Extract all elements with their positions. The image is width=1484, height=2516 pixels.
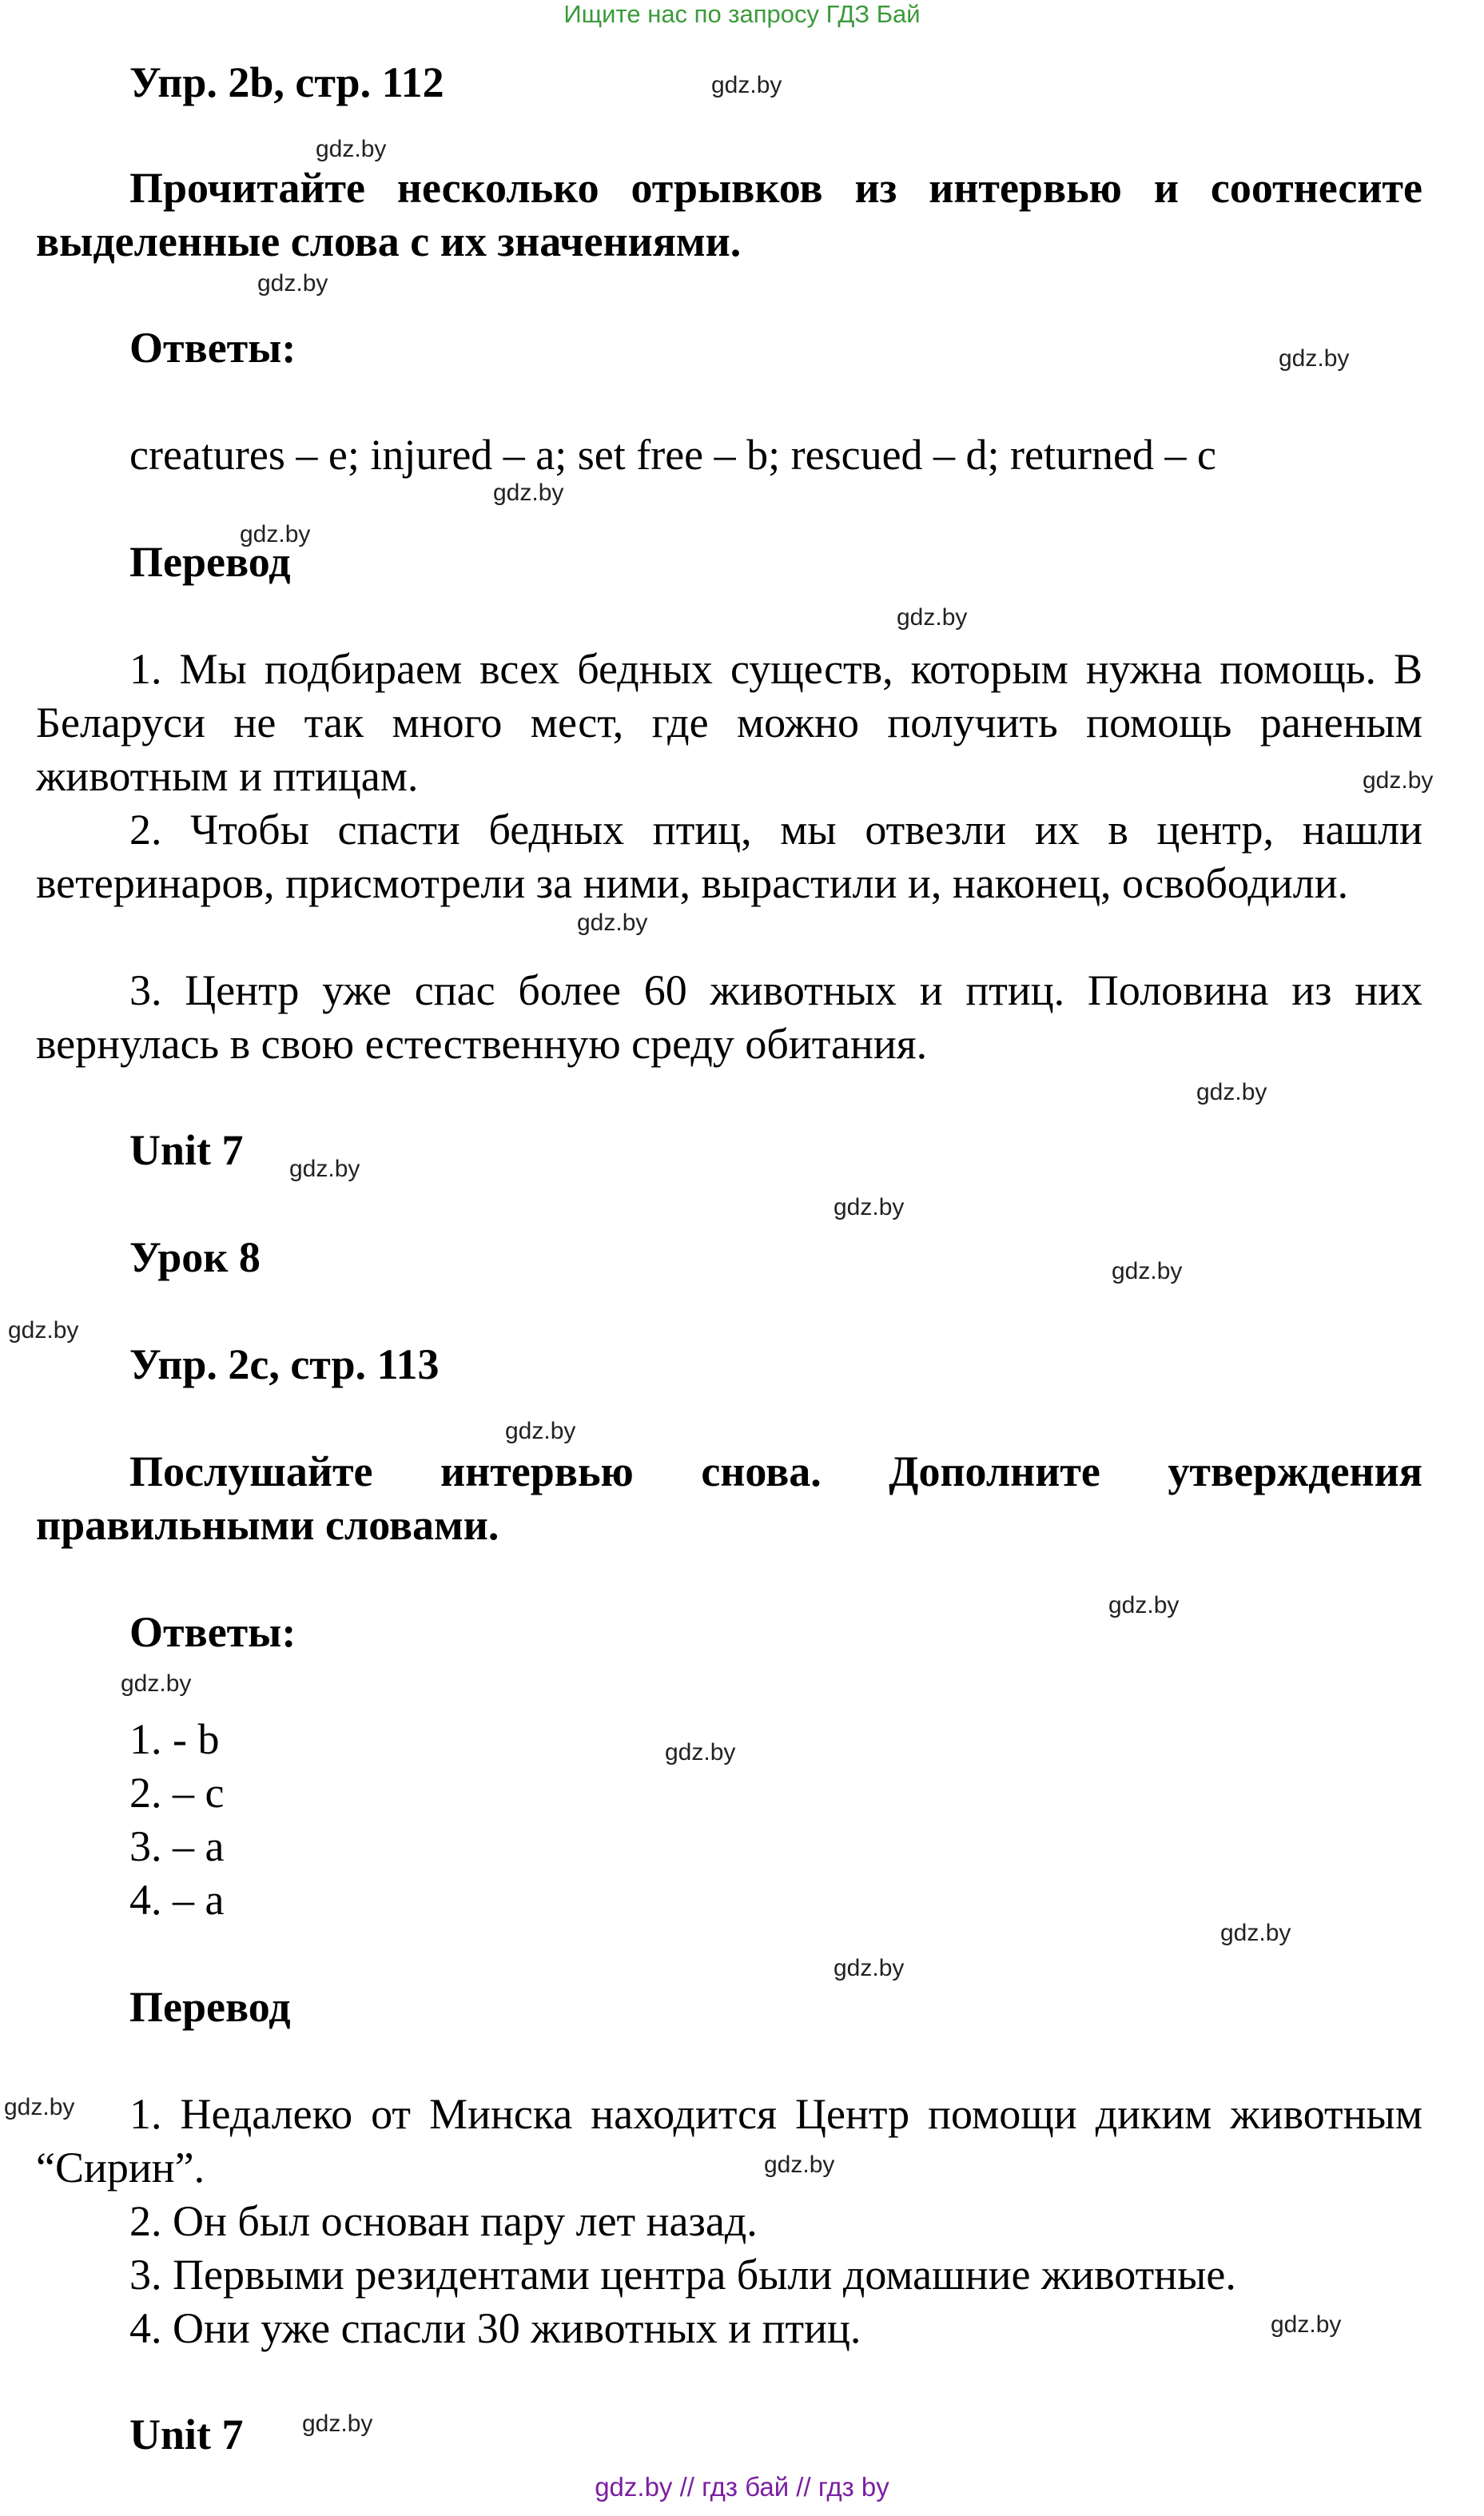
translation-paragraph: 1. Недалеко от Минска находится Центр помощи диким животным “Сирин”. bbox=[36, 2090, 1422, 2192]
watermark: gdz.by bbox=[257, 270, 328, 297]
exercise-title: Упр. 2b, стр. 112 bbox=[129, 58, 444, 106]
translation-line: 2. Он был основан пару лет назад. bbox=[129, 2197, 758, 2245]
translation-heading: Перевод bbox=[129, 1983, 291, 2031]
answers-heading: Ответы: bbox=[129, 324, 296, 372]
exercise-task: Послушайте интервью снова. Дополните утверждения правильными словами. bbox=[36, 1447, 1422, 1549]
lesson-heading: Урок 8 bbox=[129, 1233, 261, 1281]
unit-heading: Unit 7 bbox=[129, 1126, 244, 1174]
exercise-title: Упр. 2c, стр. 113 bbox=[129, 1340, 440, 1388]
watermark: gdz.by bbox=[834, 1194, 905, 1220]
watermark: gdz.by bbox=[1271, 2311, 1342, 2338]
watermark: gdz.by bbox=[834, 1955, 905, 1981]
answers-heading: Ответы: bbox=[129, 1608, 296, 1656]
answer-line: creatures – e; injured – a; set free – b; rescued – d; returned – c bbox=[129, 431, 1216, 479]
footer-links: gdz.by // гдз бай // гдз by bbox=[595, 2472, 889, 2502]
answer-item: 2. – c bbox=[129, 1769, 225, 1817]
translation-paragraph: 3. Центр уже спас более 60 животных и птиц. Половина из них вернулась в свою естественную среду обитания. bbox=[36, 966, 1422, 1068]
watermark: gdz.by bbox=[577, 910, 648, 936]
watermark: gdz.by bbox=[240, 521, 311, 547]
watermark: gdz.by bbox=[1363, 767, 1434, 794]
unit-heading: Unit 7 bbox=[129, 2411, 244, 2458]
translation-heading: Перевод bbox=[129, 538, 291, 586]
watermark: gdz.by bbox=[289, 1156, 360, 1182]
answer-item: 3. – a bbox=[129, 1822, 225, 1870]
watermark: gdz.by bbox=[121, 1670, 192, 1697]
watermark: gdz.by bbox=[1196, 1079, 1267, 1105]
answer-item: 1. - b bbox=[129, 1715, 220, 1763]
watermark: gdz.by bbox=[764, 2152, 835, 2178]
translation-paragraph: 2. Чтобы спасти бедных птиц, мы отвезли их в центр, нашли ветеринаров, присмотрели за ними, вырастили и, наконец, освободили. bbox=[36, 806, 1422, 907]
watermark: gdz.by bbox=[316, 136, 387, 162]
watermark: gdz.by bbox=[8, 1317, 79, 1344]
search-hint-banner: Ищите нас по запросу ГДЗ Бай bbox=[563, 0, 921, 28]
watermark: gdz.by bbox=[4, 2094, 75, 2120]
watermark: gdz.by bbox=[1108, 1592, 1180, 1618]
exercise-task: Прочитайте несколько отрывков из интервью и соотнесите выделенные слова с их значениями. bbox=[36, 164, 1422, 265]
watermark: gdz.by bbox=[711, 72, 782, 98]
watermark: gdz.by bbox=[302, 2411, 373, 2437]
translation-paragraph: 1. Мы подбираем всех бедных существ, которым нужна помощь. В Беларуси не так много мест, где можно получить помощь раненым животным и птицам. bbox=[36, 645, 1422, 800]
watermark: gdz.by bbox=[1279, 345, 1350, 372]
watermark: gdz.by bbox=[897, 604, 968, 631]
watermark: gdz.by bbox=[493, 480, 564, 506]
translation-line: 3. Первыми резидентами центра были домашние животные. bbox=[129, 2251, 1236, 2299]
watermark: gdz.by bbox=[665, 1739, 736, 1766]
translation-line: 4. Они уже спасли 30 животных и птиц. bbox=[129, 2304, 861, 2352]
watermark: gdz.by bbox=[1220, 1920, 1291, 1946]
answer-item: 4. – a bbox=[129, 1876, 225, 1924]
watermark: gdz.by bbox=[505, 1418, 576, 1444]
watermark: gdz.by bbox=[1112, 1258, 1183, 1284]
